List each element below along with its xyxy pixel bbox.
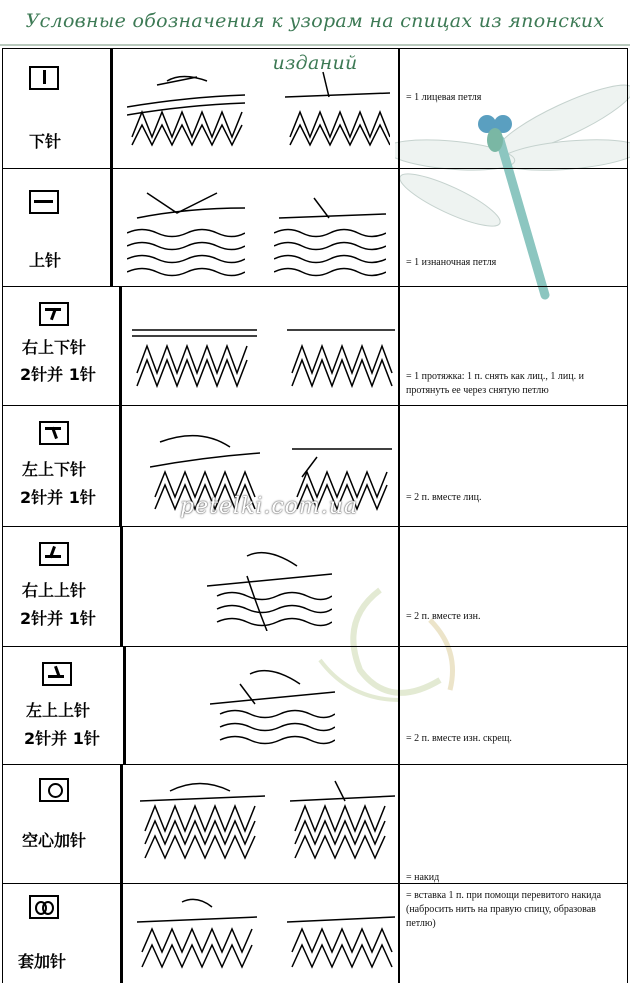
purl-diagram: [127, 188, 245, 278]
row-description: = накид: [406, 872, 440, 883]
row-label-cn: 空心加针: [22, 831, 87, 850]
left-decrease-purl-icon: [42, 662, 72, 686]
table-row: [2, 526, 628, 647]
right-decrease-knit-icon: [39, 302, 69, 326]
row-description: = 1 протяжка: 1 п. снять как лиц., 1 лиц. и протянуть ее через снятую петлю: [406, 371, 584, 396]
decrease-diagram: [132, 308, 257, 388]
decrease-diagram: [287, 308, 395, 388]
row-label-cn: 左上下针: [22, 460, 87, 479]
table-row: [2, 646, 628, 765]
row-label-cn: 2针并 1针: [20, 488, 96, 507]
purl-symbol-icon: [29, 190, 59, 214]
table-row: [2, 49, 628, 169]
row-label-cn: 套加针: [18, 952, 67, 971]
row-label-cn: 下针: [29, 132, 62, 151]
row-label-cn: 2针并 1针: [20, 365, 96, 384]
twisted-increase-icon: [29, 895, 59, 919]
row-label-cn: 上针: [29, 251, 62, 270]
purl-decrease-diagram: [207, 546, 332, 631]
row-description: = 2 п. вместе изн. скрещ.: [406, 733, 512, 744]
left-decrease-knit-icon: [39, 421, 69, 445]
row-label-cn: 2针并 1针: [24, 729, 100, 748]
row-description: = 1 лицевая петля: [406, 92, 482, 103]
watermark: petelki.com.ua: [180, 494, 359, 519]
row-description: = вставка 1 п. при помощи перевитого накида (набросить нить на правую спицу, образовав петлю): [406, 890, 602, 929]
page-title: Условные обозначения к узорам на спицах из японских изданий: [25, 10, 605, 74]
row-description: = 2 п. вместе лиц.: [406, 492, 482, 503]
row-description: = 2 п. вместе изн.: [406, 611, 481, 622]
row-label-cn: 右上上针: [22, 581, 87, 600]
row-label-cn: 左上上针: [26, 701, 91, 720]
knit-symbol-icon: [29, 66, 59, 90]
row-label-cn: 2针并 1针: [20, 609, 96, 628]
yarn-over-diagram: [290, 776, 395, 861]
table-row: [2, 168, 628, 287]
knit-diagram: [127, 67, 245, 147]
row-label-cn: 右上下针: [22, 338, 87, 357]
increase-diagram: [137, 897, 257, 977]
increase-diagram: [287, 897, 395, 977]
table-row: [2, 883, 628, 983]
knit-diagram: [285, 67, 390, 147]
title-divider: [0, 44, 630, 46]
purl-decrease-diagram: [210, 664, 335, 749]
table-row: [2, 286, 628, 406]
right-decrease-purl-icon: [39, 542, 69, 566]
row-description: = 1 изнаночная петля: [406, 257, 497, 268]
purl-diagram: [274, 188, 386, 278]
yarn-over-icon: [39, 778, 69, 802]
table-row: [2, 764, 628, 884]
yarn-over-diagram: [140, 776, 265, 861]
